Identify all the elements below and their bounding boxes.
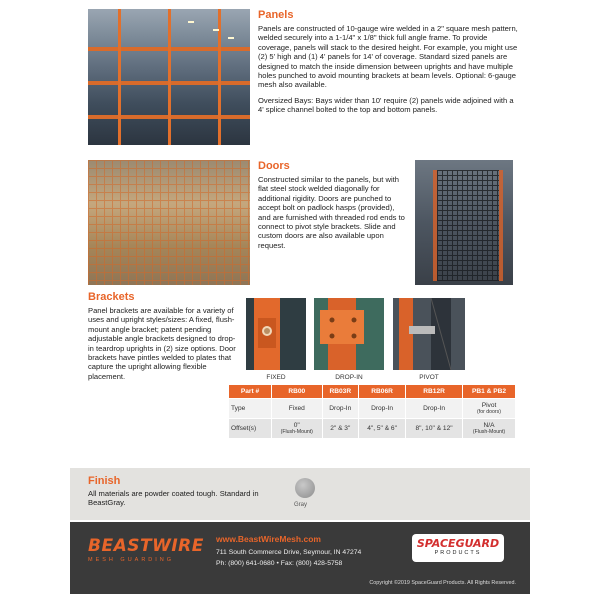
table-cell: Drop-In [406,399,463,419]
bracket-fixed-caption: FIXED [266,374,286,381]
bracket-pivot-caption: PIVOT [419,374,439,381]
doors-body: Constructed similar to the panels, but with flat steel stock welded diagonally for additional rigidity. Doors are punched to accept bolt on padlock hasps (provided), and are furnished with threaded rod ends to connect to pivot style brackets. Slide and custom doors are also available upon request. [258,175,405,250]
doors-title: Doors [258,160,290,172]
gray-swatch [295,478,315,498]
table-cell: 0" (Flush-Mount) [272,419,322,439]
table-cell: Fixed [272,399,322,419]
panels-body: Panels are constructed of 10-gauge wire welded in a 2" square mesh pattern, welded securely into a 1-1/4" x 1/8" thick full angle frame. To provide coverage, panels will stack to the desired height. For example, you might use (2) 5' high and (1) 4' panels for 14' of coverage. Standard sized panels are designed to match the inside dimension between uprights and have multiple holes punched to avoid mounting brackets at beam levels. Optional: 6-gauge mesh also available. [258,24,518,90]
finish-section [70,468,530,520]
warehouse-photo [88,9,250,145]
bracket-dropin-illustration [314,298,384,370]
panels-title: Panels [258,9,294,21]
table-cell: Pivot (for doors) [463,399,516,419]
table-cell: Drop-In [359,399,406,419]
table-row-label: Type [229,399,272,419]
footer [70,522,530,594]
table-cell: 2" & 3" [322,419,359,439]
door-closeup-photo [415,160,513,285]
bracket-pivot-illustration [393,298,465,370]
bracket-pivot-photo [393,298,465,370]
table-cell: Drop-In [322,399,359,419]
brackets-title: Brackets [88,291,135,303]
bracket-fixed-photo [246,298,306,370]
table-header: RB03R [322,385,359,399]
bracket-dropin-photo [314,298,384,370]
spaceguard-logo-text: SPACEGUARD [416,537,500,550]
table-cell: N/A (Flush-Mount) [463,419,516,439]
table-header: Part # [229,385,272,399]
bracket-fixed-illustration [246,298,306,370]
bracket-spec-table [228,384,516,439]
brackets-body: Panel brackets are available for a variety of uses and upright styles/sizes: A fixed, flush-mount angle bracket; patent pending adjustable angle brackets designed to drop-in teardrop uprights in (2) size options. Door brackets have pintles welded to plates that capture the upright allowing flexible placement. [88,306,236,381]
footer-url[interactable]: www.BeastWireMesh.com [216,534,321,544]
beastwire-logo [88,536,204,563]
brackets-section [88,291,238,381]
table-header-row [229,385,516,399]
table-header: PB1 & PB2 [463,385,516,399]
table-cell: 8", 10" & 12" [406,419,463,439]
table-header: RB12R [406,385,463,399]
spaceguard-logo-sub: PRODUCTS [434,550,482,556]
footer-phone: Ph: (800) 641-0680 • Fax: (800) 428-5758 [216,560,343,567]
footer-copyright: Copyright ©2019 SpaceGuard Products. All Rights Reserved. [369,580,516,586]
door-storage-photo [88,160,250,285]
table-row-label: Offset(s) [229,419,272,439]
table-row [229,419,516,439]
panels-section [258,9,518,115]
beastwire-logo-sub: MESH GUARDING [88,557,175,563]
finish-title: Finish [88,475,121,487]
beastwire-logo-text: BEASTWIRE [88,536,204,556]
swatch-label: Gray [294,502,308,508]
table-header: RB00 [272,385,322,399]
bracket-dropin-caption: DROP-IN [335,374,363,381]
panels-oversized: Oversized Bays: Bays wider than 10' require (2) panels wide adjoined with a 4' splice channel bolted to the top and bottom panels. [258,95,514,115]
doors-section [258,160,406,250]
table-row [229,399,516,419]
finish-body: All materials are powder coated tough. Standard in BeastGray. [88,489,259,508]
table-cell: 4", 5" & 6" [359,419,406,439]
spaceguard-logo [412,534,504,562]
table-header: RB06R [359,385,406,399]
footer-address: 711 South Commerce Drive, Seymour, IN 47274 [216,549,362,556]
